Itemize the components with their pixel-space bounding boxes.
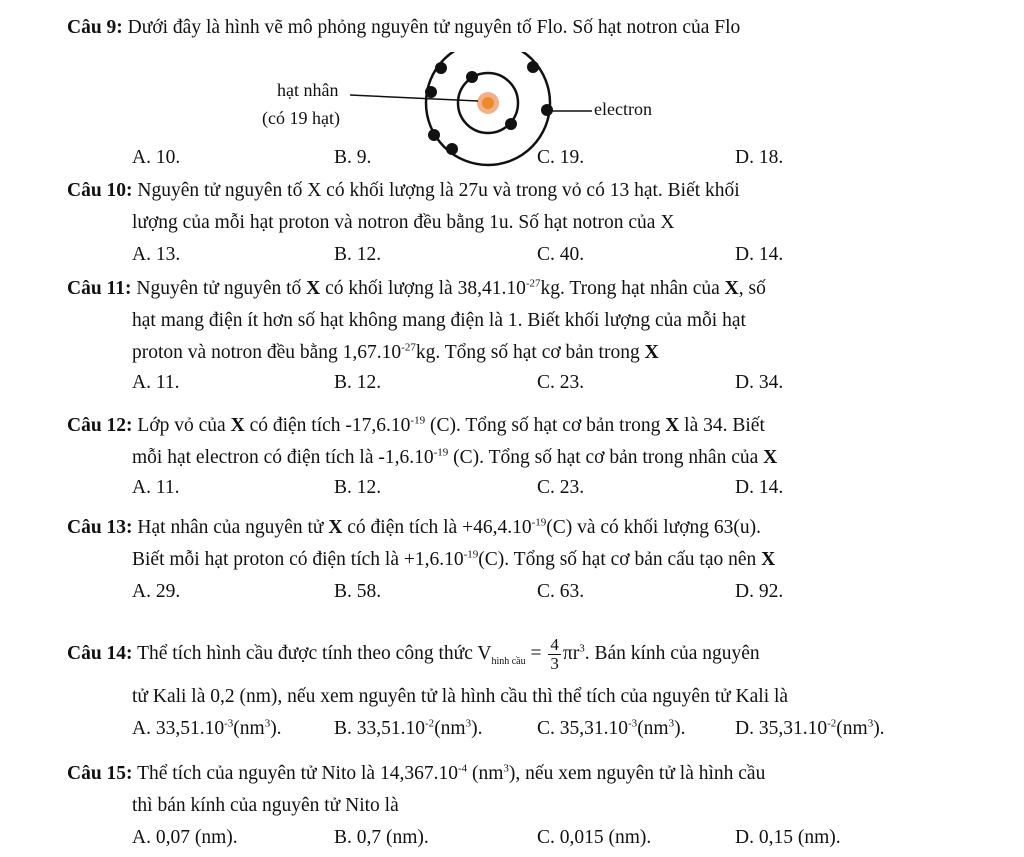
q11-text: có khối lượng là 38,41.10	[325, 278, 526, 299]
q13-text: (C). Tổng số hạt cơ bản cấu tạo nên	[478, 549, 757, 570]
q10-option-b[interactable]: B. 12.	[334, 244, 382, 265]
element-x: X	[644, 342, 659, 363]
q13-label: Câu 13:	[67, 517, 133, 538]
q11-label: Câu 11:	[67, 278, 132, 299]
q12-line-2	[132, 446, 777, 470]
exponent: 3	[264, 717, 271, 730]
q13-text: có điện tích là +46,4.10	[347, 517, 532, 538]
q13-text: Hạt nhân của nguyên tử	[137, 517, 324, 538]
exponent: -3	[224, 717, 234, 730]
q14-text: Thể tích hình cầu được tính theo công thức V	[137, 642, 492, 664]
option-text: (nm	[836, 718, 868, 739]
q9-stem	[67, 16, 740, 40]
q11-line-2: hạt mang điện ít hơn số hạt không mang điện là 1. Biết khối lượng của mỗi hạt	[132, 310, 746, 331]
element-x: X	[761, 549, 776, 570]
q15-text: (nm	[472, 763, 504, 784]
q12-text: (C). Tổng số hạt cơ bản trong	[429, 415, 661, 436]
q15-line-2: thì bán kính của nguyên tử Nito là	[132, 795, 399, 816]
exponent: 3	[503, 762, 509, 775]
q10-text-1: Nguyên tử nguyên tố X có khối lượng là 27u và trong vỏ có 13 hạt. Biết khối	[137, 180, 740, 201]
electron-dot	[435, 62, 447, 74]
q14-label: Câu 14:	[67, 642, 133, 664]
q15-text: ), nếu xem nguyên tử là hình cầu	[508, 763, 766, 784]
q12-text: mỗi hạt electron có điện tích là -1,6.10	[132, 447, 434, 468]
q12-label: Câu 12:	[67, 415, 133, 436]
q15-option-b[interactable]: B. 0,7 (nm).	[334, 827, 429, 848]
q9-option-d[interactable]: D. 18.	[735, 147, 784, 168]
fluorine-atom-diagram	[220, 52, 700, 172]
q12-line-1	[67, 414, 765, 438]
option-text: (nm	[434, 718, 466, 739]
option-text: ).	[873, 718, 885, 739]
element-x: X	[230, 415, 245, 436]
q12-text: (C). Tổng số hạt cơ bản trong nhân của	[453, 447, 759, 468]
q10-option-a[interactable]: A. 13.	[132, 244, 181, 265]
exponent: 3	[579, 642, 585, 655]
option-text: B. 33,51.10	[334, 718, 426, 739]
exponent: -2	[827, 717, 837, 730]
fraction-numerator: 4	[550, 635, 559, 654]
q12-option-b[interactable]: B. 12.	[334, 477, 382, 498]
exponent: -27	[525, 277, 541, 290]
exponent: -19	[463, 548, 479, 561]
q15-text: Thể tích của nguyên tử Nito là 14,367.10	[137, 763, 458, 784]
option-text: ).	[270, 718, 282, 739]
q15-option-a[interactable]: A. 0,07 (nm).	[132, 827, 238, 848]
q9-option-c[interactable]: C. 19.	[537, 147, 585, 168]
exponent: -19	[410, 414, 426, 427]
q11-text: kg. Trong hạt nhân của	[540, 278, 720, 299]
electron-dot	[428, 129, 440, 141]
q11-line-1	[67, 277, 766, 301]
q13-option-a[interactable]: A. 29.	[132, 581, 181, 602]
exponent: -19	[433, 446, 449, 459]
option-text: (nm	[233, 718, 265, 739]
q12-text: có điện tích -17,6.10	[249, 415, 411, 436]
q13-option-c[interactable]: C. 63.	[537, 581, 585, 602]
q14-text: . Bán kính của nguyên	[584, 642, 760, 664]
nucleus-core	[482, 97, 494, 109]
q14-option-d[interactable]	[735, 717, 885, 741]
element-x: X	[665, 415, 680, 436]
q11-option-d[interactable]: D. 34.	[735, 372, 784, 393]
q10-option-c[interactable]: C. 40.	[537, 244, 585, 265]
q10-option-d[interactable]: D. 14.	[735, 244, 784, 265]
pi-r: πr	[562, 642, 580, 664]
option-text: (nm	[637, 718, 669, 739]
fraction-denominator: 3	[550, 654, 559, 673]
electron-dot	[541, 104, 553, 116]
q11-text: Nguyên tử nguyên tố	[136, 278, 302, 299]
q13-option-d[interactable]: D. 92.	[735, 581, 784, 602]
electron-dot	[466, 71, 478, 83]
exponent: -3	[628, 717, 638, 730]
q12-text: Lớp vỏ của	[137, 415, 226, 436]
electron-dot	[505, 118, 517, 130]
exponent: -19	[531, 516, 547, 529]
q13-line-2	[132, 548, 775, 572]
q11-option-c[interactable]: C. 23.	[537, 372, 585, 393]
element-x: X	[306, 278, 321, 299]
electron-dot	[446, 143, 458, 155]
q12-option-d[interactable]: D. 14.	[735, 477, 784, 498]
q14-line-1	[67, 636, 760, 673]
exponent: -27	[401, 341, 416, 354]
q13-option-b[interactable]: B. 58.	[334, 581, 382, 602]
q15-label: Câu 15:	[67, 763, 133, 784]
option-text: ).	[471, 718, 483, 739]
q12-option-c[interactable]: C. 23.	[537, 477, 585, 498]
equals-sign: =	[530, 642, 542, 664]
option-text: C. 35,31.10	[537, 718, 629, 739]
exponent: 3	[668, 717, 675, 730]
electron-dot	[425, 86, 437, 98]
q12-option-a[interactable]: A. 11.	[132, 477, 180, 498]
q15-option-c[interactable]: C. 0,015 (nm).	[537, 827, 652, 848]
q11-text: , số	[738, 278, 766, 299]
q13-text: (C) và có khối lượng 63(u).	[546, 517, 762, 538]
q15-option-d[interactable]: D. 0,15 (nm).	[735, 827, 841, 848]
q11-text: proton và notron đều bằng 1,67.10	[132, 342, 402, 363]
q9-text: Dưới đây là hình vẽ mô phỏng nguyên tử nguyên tố Flo. Số hạt notron của Flo	[127, 17, 741, 38]
electron-label: electron	[594, 99, 652, 119]
element-x: X	[763, 447, 778, 468]
q9-option-a[interactable]: A. 10.	[132, 147, 181, 168]
q11-option-b[interactable]: B. 12.	[334, 372, 382, 393]
fraction	[548, 636, 561, 673]
q15-line-1	[67, 762, 765, 786]
q13-line-1	[67, 516, 761, 540]
exponent: 3	[465, 717, 472, 730]
exponent: 3	[867, 717, 874, 730]
nucleus-label-1: hạt nhân	[277, 80, 339, 100]
exponent: -4	[457, 762, 468, 775]
option-text: A. 33,51.10	[132, 718, 225, 739]
element-x: X	[328, 517, 343, 538]
atom-svg	[220, 52, 700, 172]
electron-dot	[527, 61, 539, 73]
q9-label: Câu 9:	[67, 17, 123, 38]
q13-text: Biết mỗi hạt proton có điện tích là +1,6.10	[132, 549, 464, 570]
q14-line-2: tử Kali là 0,2 (nm), nếu xem nguyên tử là hình cầu thì thể tích của nguyên tử Kali là	[132, 686, 789, 707]
subscript: hình cầu	[491, 655, 526, 667]
q10-line-1	[67, 179, 740, 203]
q12-text: là 34. Biết	[684, 415, 765, 436]
element-x: X	[724, 278, 739, 299]
q11-text: kg. Tổng số hạt cơ bản trong	[415, 342, 640, 363]
nucleus-label-2: (có 19 hạt)	[262, 108, 340, 128]
q14-option-b[interactable]	[334, 717, 482, 741]
q11-option-a[interactable]: A. 11.	[132, 372, 180, 393]
option-text: ).	[674, 718, 686, 739]
q11-line-3	[132, 341, 659, 365]
q10-line-2: lượng của mỗi hạt proton và notron đều bằng 1u. Số hạt notron của X	[132, 212, 675, 233]
q14-option-c[interactable]	[537, 717, 685, 741]
q9-option-b[interactable]: B. 9.	[334, 147, 372, 168]
option-text: D. 35,31.10	[735, 718, 828, 739]
exponent: -2	[425, 717, 435, 730]
q14-option-a[interactable]	[132, 717, 282, 741]
q10-label: Câu 10:	[67, 180, 133, 201]
